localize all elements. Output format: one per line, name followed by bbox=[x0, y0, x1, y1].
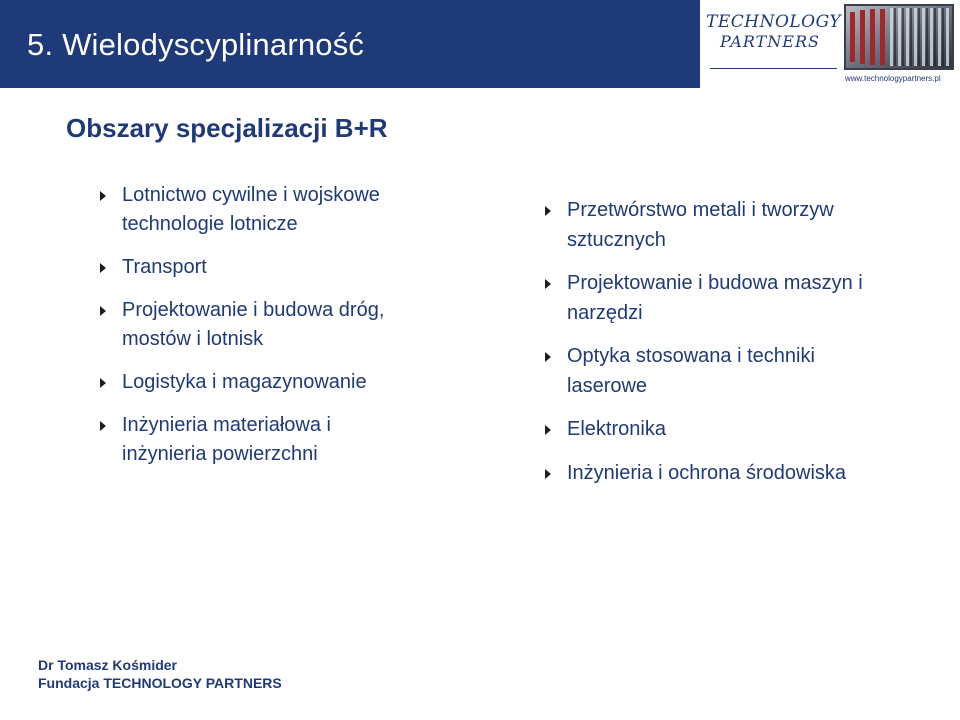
triangle-bullet-icon bbox=[100, 421, 106, 431]
triangle-bullet-icon bbox=[545, 352, 551, 362]
list-item-text: Przetwórstwo metali i tworzyw sztucznych bbox=[567, 199, 834, 251]
logo-line-2: PARTNERS bbox=[720, 32, 820, 51]
list-item-text: Inżynieria materiałowa i inżynieria powierzchni bbox=[122, 414, 331, 465]
list-item bbox=[96, 368, 416, 397]
list-item bbox=[96, 411, 416, 469]
triangle-bullet-icon bbox=[100, 306, 106, 316]
list-item-text: Elektronika bbox=[567, 418, 666, 440]
triangle-bullet-icon bbox=[545, 469, 551, 479]
slide-title: 5. Wielodyscyplinarność bbox=[27, 27, 365, 62]
logo-wordmark bbox=[706, 12, 842, 51]
list-item-text: Inżynieria i ochrona środowiska bbox=[567, 461, 847, 484]
gear-image-icon bbox=[844, 4, 954, 70]
list-item-text: Logistyka i magazynowanie bbox=[122, 371, 367, 393]
list-item bbox=[541, 196, 871, 255]
triangle-bullet-icon bbox=[545, 279, 551, 289]
list-item-text: Projektowanie i budowa dróg, mostów i lotnisk bbox=[122, 299, 385, 350]
left-specialization-list bbox=[96, 181, 416, 483]
logo-divider bbox=[710, 68, 837, 69]
list-item bbox=[96, 181, 416, 239]
list-item-text: Lotnictwo cywilne i wojskowe technologie lotnicze bbox=[122, 184, 380, 235]
header-bar bbox=[0, 0, 700, 88]
list-item bbox=[541, 459, 871, 489]
triangle-bullet-icon bbox=[100, 378, 106, 388]
list-item bbox=[541, 269, 871, 328]
list-item bbox=[96, 296, 416, 354]
list-item-text: Optyka stosowana i techniki laserowe bbox=[567, 345, 815, 397]
footer-organization: Fundacja TECHNOLOGY PARTNERS bbox=[38, 675, 282, 691]
list-item-text: Transport bbox=[122, 256, 207, 278]
right-specialization-list bbox=[541, 196, 871, 502]
triangle-bullet-icon bbox=[545, 425, 551, 435]
list-item bbox=[96, 253, 416, 282]
company-logo bbox=[700, 0, 960, 88]
list-item-text: Projektowanie i budowa maszyn i narzędzi bbox=[567, 272, 863, 324]
triangle-bullet-icon bbox=[100, 263, 106, 273]
footer-author: Dr Tomasz Kośmider bbox=[38, 657, 177, 673]
triangle-bullet-icon bbox=[545, 206, 551, 216]
triangle-bullet-icon bbox=[100, 191, 106, 201]
footer bbox=[38, 656, 282, 692]
list-item bbox=[541, 415, 871, 445]
logo-url: www.technologypartners.pl bbox=[845, 74, 941, 83]
list-item bbox=[541, 342, 871, 401]
section-subtitle: Obszary specjalizacji B+R bbox=[66, 113, 388, 143]
logo-line-1: TECHNOLOGY bbox=[706, 12, 842, 32]
